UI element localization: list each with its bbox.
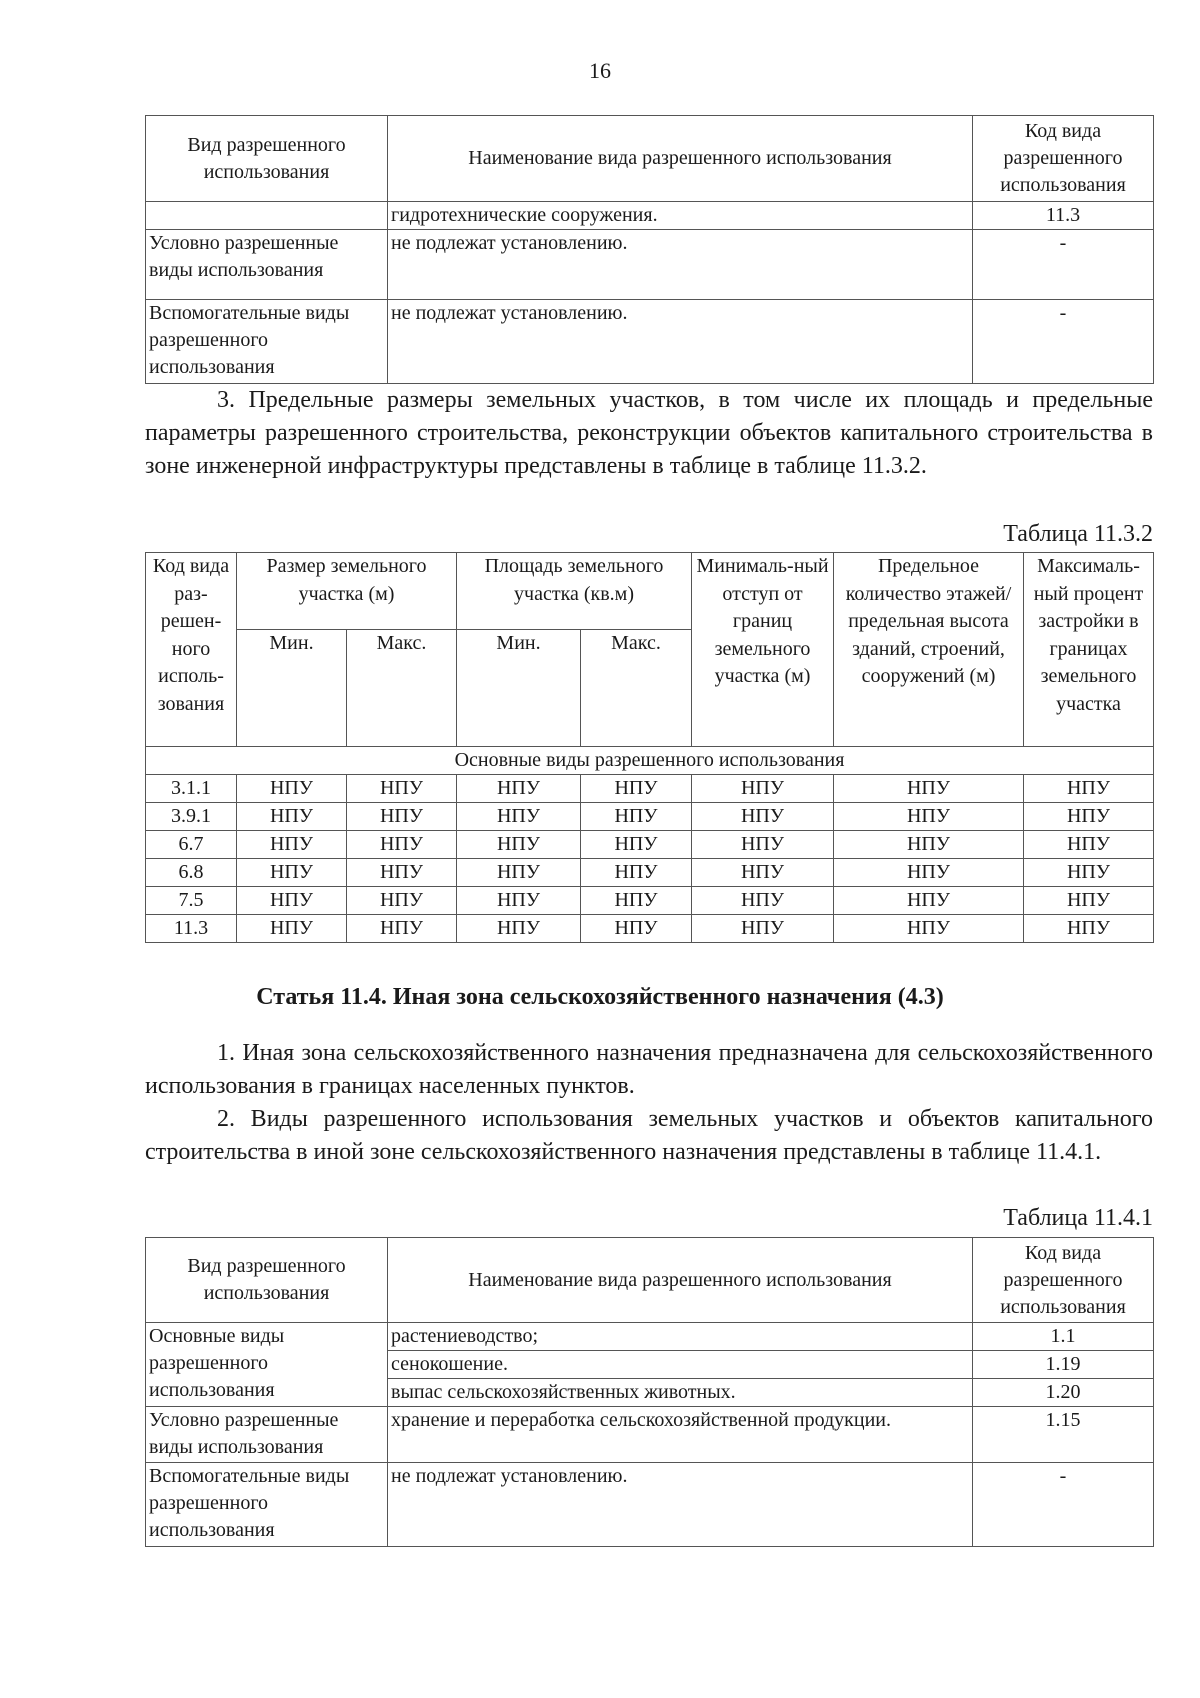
table-row [146, 230, 1154, 300]
paragraph-zone-uses: 2. Виды разрешенного использования земельных участков и объектов капитального строительства в иной зоне сельскохозяйственного назначения представлены в таблице 11.4.1. [145, 1106, 1153, 1165]
table-row [146, 887, 1154, 915]
code-cell: 3.1.1 [146, 775, 237, 803]
header-use-type: Вид разрешенного использования [146, 1238, 388, 1323]
paragraph-zone-purpose: 1. Иная зона сельскохозяйственного назначения предназначена для сельскохозяйственного использования в границах населенных пунктов. [145, 1040, 1153, 1099]
value-cell: НПУ [581, 915, 692, 943]
code-cell: 6.7 [146, 831, 237, 859]
value-cell: НПУ [237, 859, 347, 887]
use-name-cell: растениеводство; [388, 1323, 973, 1351]
value-cell: НПУ [237, 915, 347, 943]
value-cell: НПУ [834, 915, 1024, 943]
header-plot-area: Площадь земельного участка (кв.м) [457, 553, 692, 630]
header-use-type: Вид разрешенного использования [146, 116, 388, 202]
parameters-table [145, 552, 1154, 943]
use-code-cell: - [973, 1463, 1154, 1547]
table-row [146, 1323, 1154, 1351]
table-row [146, 300, 1154, 384]
use-type-cell: Вспомогательные виды разрешенного использования [146, 300, 388, 384]
value-cell: НПУ [457, 915, 581, 943]
header-plot-size: Размер земельного участка (м) [237, 553, 457, 630]
header-size-min: Мин. [237, 630, 347, 747]
use-code-cell: 1.1 [973, 1323, 1154, 1351]
value-cell: НПУ [457, 887, 581, 915]
header-setback: Минималь-ный отступ от границ земельного участка (м) [692, 553, 834, 747]
value-cell: НПУ [457, 803, 581, 831]
use-code-cell: 11.3 [973, 202, 1154, 230]
header-use-code: Код вида разрешенного использования [973, 1238, 1154, 1323]
value-cell: НПУ [834, 775, 1024, 803]
value-cell: НПУ [237, 803, 347, 831]
value-cell: НПУ [692, 859, 834, 887]
header-use-name: Наименование вида разрешенного использования [388, 1238, 973, 1323]
use-code-cell: 1.20 [973, 1379, 1154, 1407]
value-cell: НПУ [347, 831, 457, 859]
header-area-min: Мин. [457, 630, 581, 747]
agricultural-uses-table [145, 1237, 1154, 1547]
table-row [146, 803, 1154, 831]
value-cell: НПУ [457, 775, 581, 803]
table-row [146, 831, 1154, 859]
value-cell: НПУ [237, 887, 347, 915]
table-row [146, 202, 1154, 230]
header-coverage: Максималь-ный процент застройки в границах земельного участка [1024, 553, 1154, 747]
use-code-cell: 1.15 [973, 1407, 1154, 1463]
code-cell: 11.3 [146, 915, 237, 943]
value-cell: НПУ [692, 887, 834, 915]
value-cell: НПУ [581, 803, 692, 831]
header-use-name: Наименование вида разрешенного использования [388, 116, 973, 202]
value-cell: НПУ [457, 859, 581, 887]
table-row [146, 1407, 1154, 1463]
value-cell: НПУ [347, 859, 457, 887]
section-row: Основные виды разрешенного использования [146, 747, 1154, 775]
header-floors: Предельное количество этажей/ предельная высота зданий, строений, сооружений (м) [834, 553, 1024, 747]
header-code: Код вида раз-решен-ного исполь-зования [146, 553, 237, 747]
header-size-max: Макс. [347, 630, 457, 747]
table-caption-11-3-2: Таблица 11.3.2 [1003, 521, 1153, 547]
use-name-cell: выпас сельскохозяйственных животных. [388, 1379, 973, 1407]
value-cell: НПУ [237, 775, 347, 803]
value-cell: НПУ [347, 803, 457, 831]
value-cell: НПУ [1024, 859, 1154, 887]
table-caption-11-4-1: Таблица 11.4.1 [1003, 1205, 1153, 1231]
value-cell: НПУ [834, 803, 1024, 831]
value-cell: НПУ [692, 915, 834, 943]
use-type-cell: Условно разрешенные виды использования [146, 230, 388, 300]
code-cell: 6.8 [146, 859, 237, 887]
table-row [146, 775, 1154, 803]
use-type-cell: Основные виды разрешенного использования [146, 1323, 388, 1407]
use-name-cell: гидротехнические сооружения. [388, 202, 973, 230]
value-cell: НПУ [581, 859, 692, 887]
article-heading: Статья 11.4. Иная зона сельскохозяйственного назначения (4.3) [256, 984, 944, 1010]
use-type-cell [146, 202, 388, 230]
value-cell: НПУ [834, 859, 1024, 887]
use-name-cell: не подлежат установлению. [388, 300, 973, 384]
use-code-cell: - [973, 300, 1154, 384]
use-code-cell: - [973, 230, 1154, 300]
value-cell: НПУ [834, 887, 1024, 915]
paragraph-limits: 3. Предельные размеры земельных участков, в том числе их площадь и предельные параметры разрешенного строительства, реконструкции объектов капитального строительства в зоне инженерной инфраструктуры представлены в таблице в таблице 11.3.2. [145, 387, 1153, 479]
use-code-cell: 1.19 [973, 1351, 1154, 1379]
table-row [146, 859, 1154, 887]
value-cell: НПУ [1024, 803, 1154, 831]
value-cell: НПУ [692, 775, 834, 803]
header-area-max: Макс. [581, 630, 692, 747]
table-row [146, 915, 1154, 943]
value-cell: НПУ [1024, 831, 1154, 859]
value-cell: НПУ [834, 831, 1024, 859]
value-cell: НПУ [347, 915, 457, 943]
use-name-cell: сенокошение. [388, 1351, 973, 1379]
value-cell: НПУ [581, 775, 692, 803]
value-cell: НПУ [581, 887, 692, 915]
use-type-cell: Условно разрешенные виды использования [146, 1407, 388, 1463]
value-cell: НПУ [692, 803, 834, 831]
value-cell: НПУ [237, 831, 347, 859]
value-cell: НПУ [1024, 887, 1154, 915]
value-cell: НПУ [1024, 775, 1154, 803]
use-name-cell: не подлежат установлению. [388, 1463, 973, 1547]
permitted-use-table-continued [145, 115, 1154, 384]
code-cell: 3.9.1 [146, 803, 237, 831]
value-cell: НПУ [347, 775, 457, 803]
code-cell: 7.5 [146, 887, 237, 915]
value-cell: НПУ [347, 887, 457, 915]
value-cell: НПУ [1024, 915, 1154, 943]
value-cell: НПУ [457, 831, 581, 859]
use-type-cell: Вспомогательные виды разрешенного использования [146, 1463, 388, 1547]
page-number: 16 [589, 58, 611, 83]
header-use-code: Код вида разрешенного использования [973, 116, 1154, 202]
table-row [146, 1463, 1154, 1547]
value-cell: НПУ [581, 831, 692, 859]
use-name-cell: хранение и переработка сельскохозяйственной продукции. [388, 1407, 973, 1463]
use-name-cell: не подлежат установлению. [388, 230, 973, 300]
value-cell: НПУ [692, 831, 834, 859]
